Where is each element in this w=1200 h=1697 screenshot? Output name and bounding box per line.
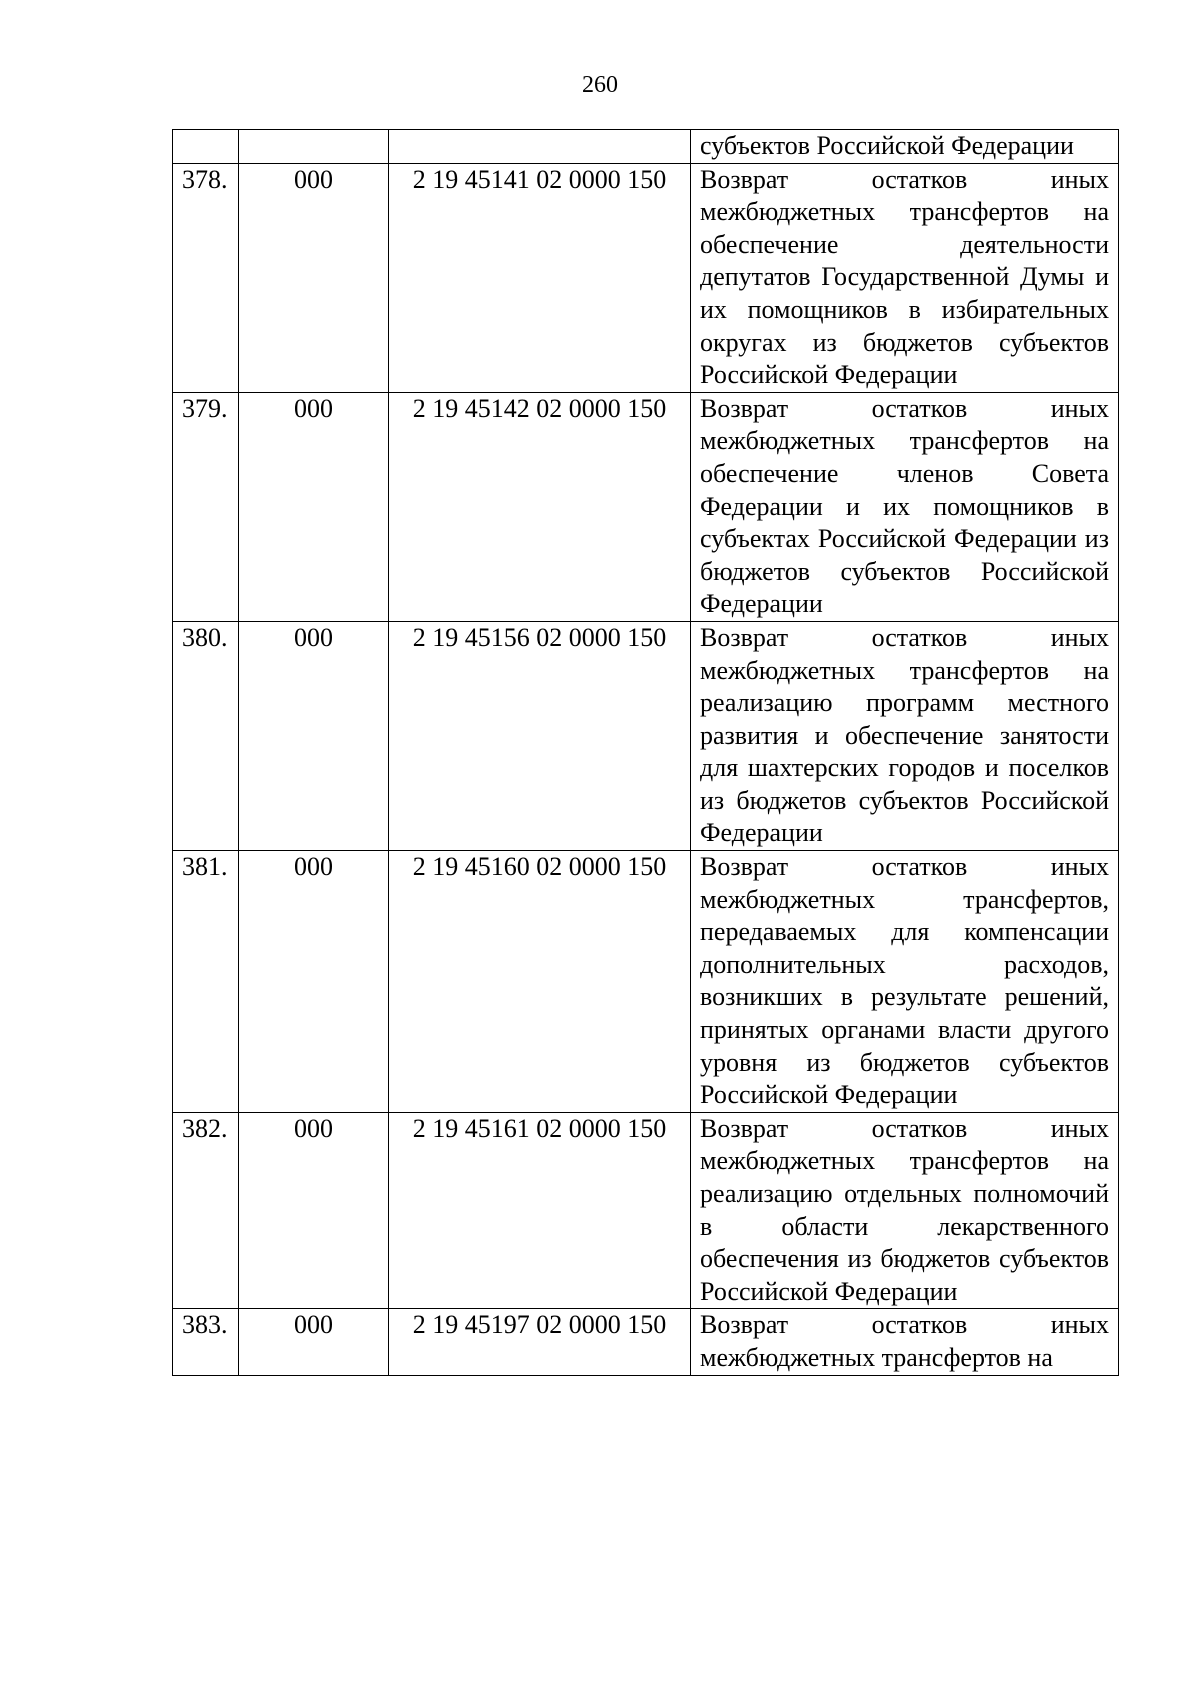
row-number bbox=[173, 130, 239, 164]
table-row bbox=[173, 392, 1119, 621]
row-number: 382. bbox=[173, 1112, 239, 1309]
income-description: субъектов Российской Федерации bbox=[691, 130, 1119, 164]
income-description: Возврат остатков иных межбюджетных трансфертов на реализацию отдельных полномочий в области лекарственного обеспечения из бюджетов субъектов Российской Федерации bbox=[691, 1112, 1119, 1309]
budget-codes-table bbox=[172, 129, 1119, 1376]
row-number: 378. bbox=[173, 163, 239, 392]
budget-classification-code: 2 19 45197 02 0000 150 bbox=[389, 1309, 691, 1375]
administrator-code: 000 bbox=[239, 1309, 389, 1375]
income-description: Возврат остатков иных межбюджетных трансфертов на реализацию программ местного развития и обеспечение занятости для шахтерских городов и поселков из бюджетов субъектов Российской Федерации bbox=[691, 621, 1119, 850]
row-number: 379. bbox=[173, 392, 239, 621]
budget-classification-code: 2 19 45156 02 0000 150 bbox=[389, 621, 691, 850]
administrator-code: 000 bbox=[239, 851, 389, 1113]
administrator-code bbox=[239, 130, 389, 164]
table-row bbox=[173, 1112, 1119, 1309]
budget-classification-code: 2 19 45141 02 0000 150 bbox=[389, 163, 691, 392]
table-row bbox=[173, 851, 1119, 1113]
table-row bbox=[173, 130, 1119, 164]
row-number: 380. bbox=[173, 621, 239, 850]
row-number: 381. bbox=[173, 851, 239, 1113]
administrator-code: 000 bbox=[239, 392, 389, 621]
income-description: Возврат остатков иных межбюджетных трансфертов, передаваемых для компенсации дополнительных расходов, возникших в результате решений, принятых органами власти другого уровня из бюджетов субъектов Российской Федерации bbox=[691, 851, 1119, 1113]
administrator-code: 000 bbox=[239, 621, 389, 850]
administrator-code: 000 bbox=[239, 163, 389, 392]
income-description: Возврат остатков иных межбюджетных трансфертов на обеспечение деятельности депутатов Государственной Думы и их помощников в избирательных округах из бюджетов субъектов Российской Федерации bbox=[691, 163, 1119, 392]
budget-classification-code: 2 19 45160 02 0000 150 bbox=[389, 851, 691, 1113]
table-row bbox=[173, 163, 1119, 392]
budget-classification-code bbox=[389, 130, 691, 164]
budget-classification-code: 2 19 45142 02 0000 150 bbox=[389, 392, 691, 621]
budget-classification-code: 2 19 45161 02 0000 150 bbox=[389, 1112, 691, 1309]
administrator-code: 000 bbox=[239, 1112, 389, 1309]
page-number: 260 bbox=[582, 72, 618, 98]
table-row bbox=[173, 621, 1119, 850]
income-description: Возврат остатков иных межбюджетных трансфертов на обеспечение членов Совета Федерации и их помощников в субъектах Российской Федерации из бюджетов субъектов Российской Федерации bbox=[691, 392, 1119, 621]
row-number: 383. bbox=[173, 1309, 239, 1375]
income-description: Возврат остатков иных межбюджетных трансфертов на bbox=[691, 1309, 1119, 1375]
table-row bbox=[173, 1309, 1119, 1375]
